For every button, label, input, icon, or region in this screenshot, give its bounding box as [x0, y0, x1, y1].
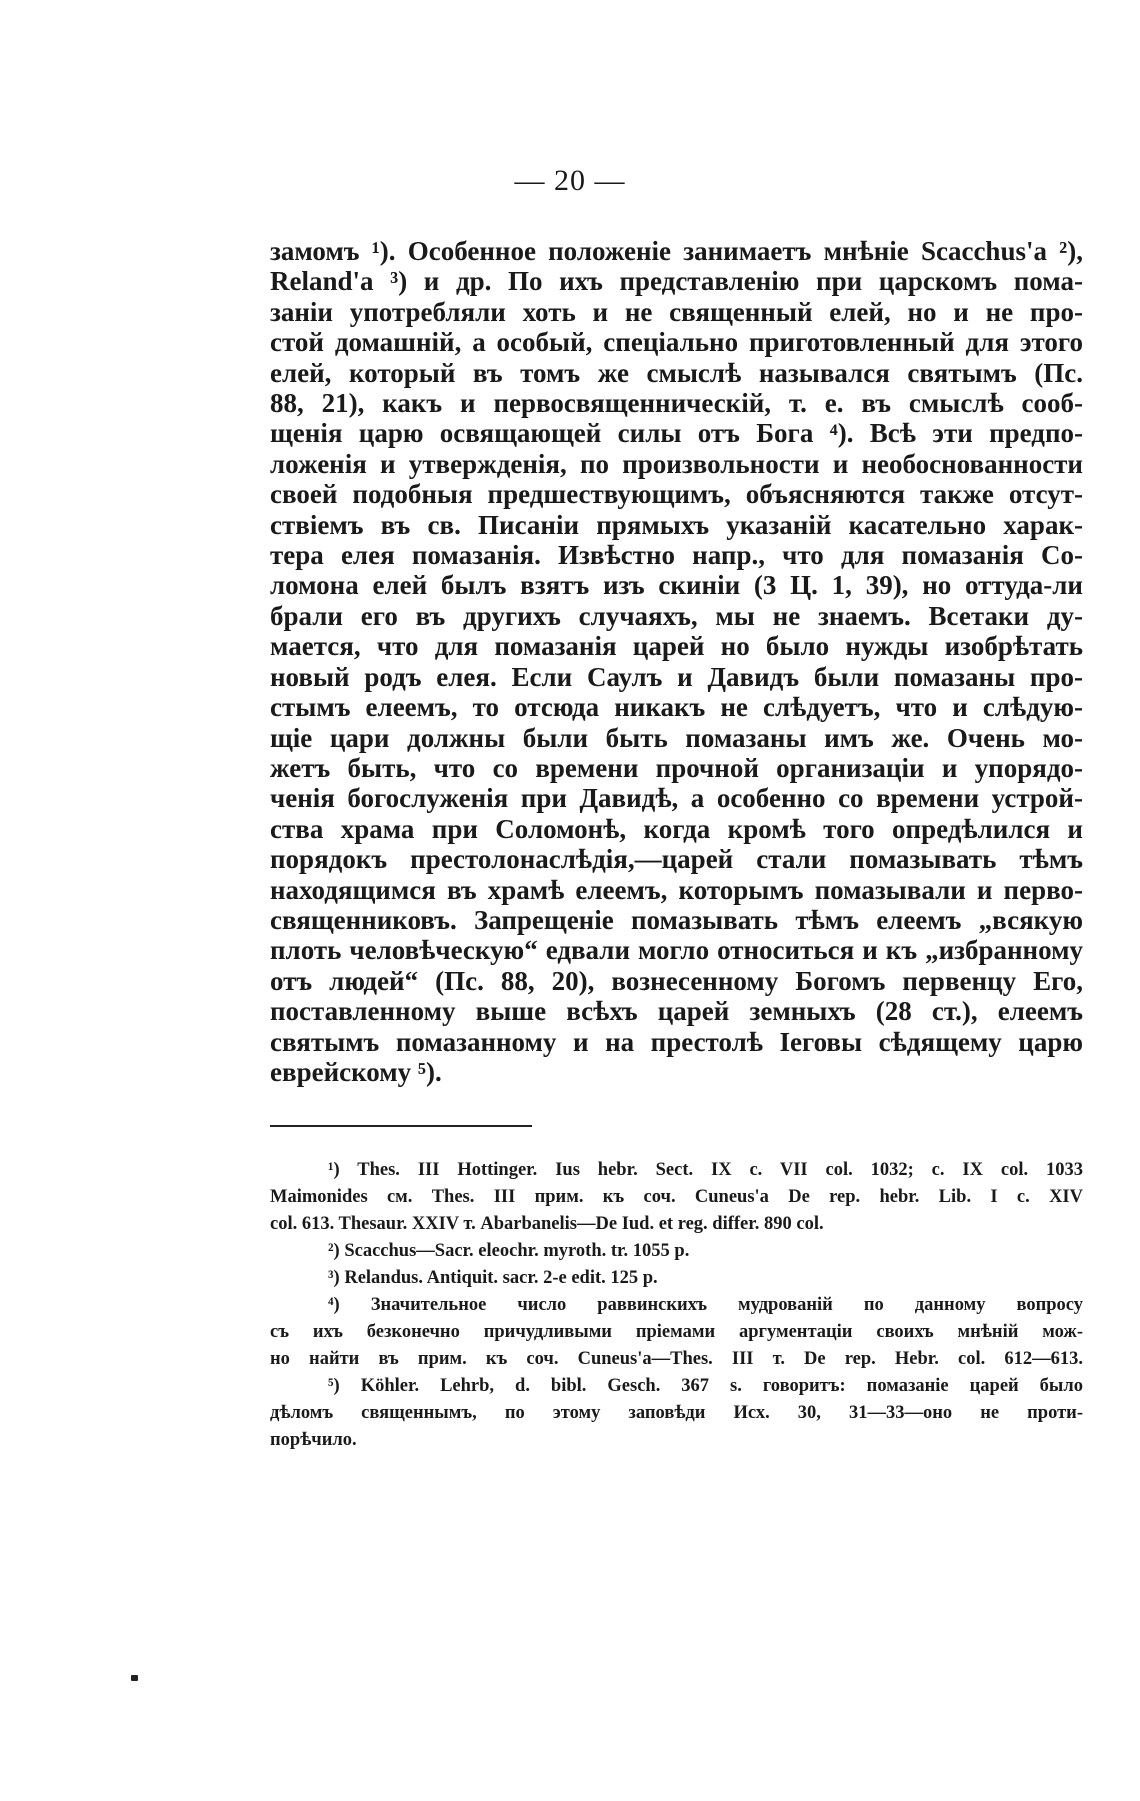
text-line: жетъ быть, что со времени прочной организаціи и упорядо-: [270, 752, 1083, 783]
text-line: священниковъ. Запрещеніе помазывать тѣмъ елеемъ „всякую: [270, 904, 1083, 935]
text-line: ствіемъ въ св. Писаніи прямыхъ указаній касательно харак-: [270, 509, 1083, 540]
footnote-line: ²) Scacchus—Sacr. eleochr. myroth. tr. 1055 p.: [328, 1241, 690, 1261]
text-line: ложенія и утвержденія, по произвольности и необоснованности: [270, 448, 1083, 479]
text-line: плоть человѣческую“ едвали могло относиться и къ „избранному: [270, 935, 1083, 966]
text-line: поставленному выше всѣхъ царей земныхъ (28 ст.), елеемъ: [270, 996, 1083, 1027]
text-line: тера елея помазанія. Извѣстно напр., что для помазанія Со-: [270, 540, 1083, 571]
text-line: заніи употребляли хоть и не священный елей, но и не про-: [270, 296, 1083, 327]
text-line: еврейскому ⁵).: [270, 1056, 442, 1087]
footnotes-block: [270, 1157, 1083, 1454]
footnote-line: дѣломъ священнымъ, по этому заповѣди Исх. 30, 31—33—оно не проти-: [270, 1403, 1083, 1423]
footnote-line: ⁴) Значительное число раввинскихъ мудрованій по данному вопросу: [328, 1295, 1083, 1315]
text-line: порядокъ престолонаслѣдія,—царей стали помазывать тѣмъ: [270, 844, 1083, 875]
text-line: находящимся въ храмѣ елеемъ, которымъ помазывали и перво-: [270, 874, 1083, 905]
text-line: щенія царю освящающей силы отъ Бога ⁴). Всѣ эти предпо-: [270, 418, 1083, 449]
footnote-divider: [270, 1125, 532, 1127]
page-number: — 20 —: [514, 164, 626, 197]
footnote-line: съ ихъ безконечно причудливыми пріемами аргументаціи своихъ мнѣній мож-: [270, 1322, 1083, 1342]
text-line: стой домашній, а особый, спеціально приготовленный для этого: [270, 327, 1083, 358]
text-line: мается, что для помазанія царей но было нужды изобрѣтать: [270, 631, 1083, 662]
footnote-line: Maimonides см. Thes. III прим. къ соч. Cuneus'а De rep. hebr. Lib. I c. XIV: [270, 1187, 1083, 1207]
text-line: новый родъ елея. Если Саулъ и Давидъ были помазаны про-: [270, 661, 1083, 692]
text-line: ства храма при Соломонѣ, когда кромѣ того опредѣлился и: [270, 813, 1083, 844]
text-line: ченія богослуженія при Давидѣ, а особенно со времени устрой-: [270, 783, 1083, 814]
text-line: елей, который въ томъ же смыслѣ назывался святымъ (Пс.: [270, 357, 1083, 388]
text-line: своей подобныя предшествующимъ, объясняются также отсут-: [270, 479, 1083, 510]
main-text-block: [270, 236, 1083, 1087]
footnote-line: ¹) Thes. III Hottinger. Ius hebr. Sect. IX c. VII col. 1032; c. IX col. 1033: [328, 1160, 1083, 1180]
text-line: 88, 21), какъ и первосвященническій, т. е. въ смыслѣ сооб-: [270, 388, 1083, 419]
text-line: стымъ елеемъ, то отсюда никакъ не слѣдуетъ, что и слѣдую-: [270, 692, 1083, 723]
text-line: отъ людей“ (Пс. 88, 20), вознесенному Богомъ первенцу Его,: [270, 965, 1083, 996]
text-line: брали его въ другихъ случаяхъ, мы не знаемъ. Всетаки ду-: [270, 600, 1083, 631]
text-line: святымъ помазанному и на престолѣ Іеговы сѣдящему царю: [270, 1026, 1083, 1057]
text-line: Reland'а ³) и др. По ихъ представленію при царскомъ пома-: [270, 266, 1083, 297]
text-line: замомъ ¹). Особенное положеніе занимаетъ мнѣніе Scacchus'а ²),: [270, 236, 1083, 266]
stray-ink-mark: [131, 1675, 138, 1681]
footnote-line: col. 613. Thesaur. XXIV т. Abarbanelis—De Iud. et reg. differ. 890 col.: [270, 1214, 824, 1234]
footnote-line: порѣчило.: [270, 1430, 357, 1450]
footnote-line: ³) Relandus. Antiquit. sacr. 2-е edit. 125 p.: [328, 1268, 658, 1288]
footnote-line: ⁵) Köhler. Lehrb, d. bibl. Gesch. 367 s. говоритъ: помазаніе царей было: [328, 1376, 1083, 1396]
footnote-line: но найти въ прим. къ соч. Cuneus'а—Thes. III т. De rep. Hebr. col. 612—613.: [270, 1349, 1083, 1369]
text-line: щіе цари должны были быть помазаны имъ же. Очень мо-: [270, 722, 1083, 753]
text-line: ломона елей былъ взятъ изъ скиніи (3 Ц. 1, 39), но оттуда-ли: [270, 570, 1083, 601]
